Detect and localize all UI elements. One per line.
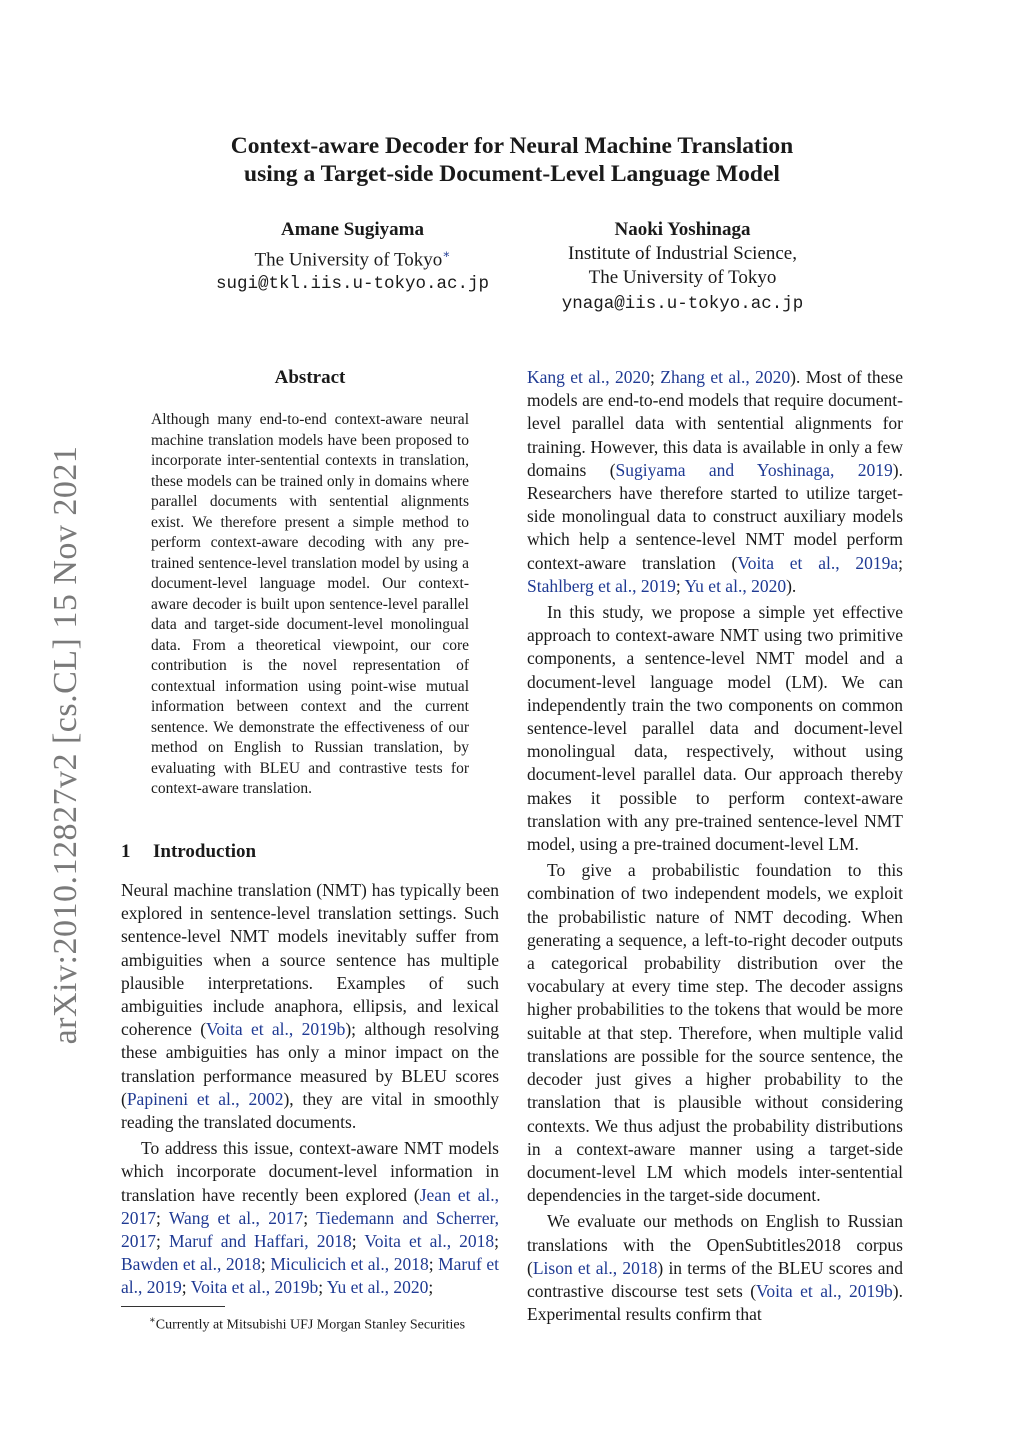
citation-link[interactable]: Miculicich et al., 2018 (270, 1254, 429, 1275)
abstract-text: Although many end-to-end context-aware neural machine translation models have been proposed to incorporate inter-sentential contexts in translation, these models can be trained only in domains where parallel documents with sentential alignments exist. We therefore present a simple method to perform context-aware decoding with any pre-trained sentence-level translation model by using a document-level language model. Our context-aware decoder is built upon sentence-level parallel data and target-side document-level monolingual data. From a theoretical viewpoint, our core contribution is the novel representation of contextual information using point-wise mutual information between context and the current sentence. We demonstrate the effectiveness of our method on English to Russian translation, by evaluating with BLEU and contrastive tests for context-aware translation. (151, 411, 469, 797)
footnote: ∗Currently at Mitsubishi UFJ Morgan Stanley Securities (149, 1315, 466, 1333)
title-line-2: using a Target-side Document-Level Language Model (244, 161, 780, 187)
citation-link[interactable]: Tiedemann and Scherrer, 2017 (121, 1207, 499, 1252)
paragraph: We evaluate our methods on English to Russian translations with the OpenSubtitles2018 corpus (Lison et al., 2018) in terms of the BLEU scores and contrastive discourse test sets (Voita et al., 2019b). Experimental results confirm that (527, 1211, 903, 1325)
bleu-acronym: BLEU (259, 759, 301, 777)
title-line-1: Context-aware Decoder for Neural Machine Translation (230, 133, 794, 159)
citation-link[interactable]: Yu et al., 2020 (684, 575, 787, 596)
author-name: Naoki Yoshinaga (614, 219, 751, 240)
author-block-1 (160, 218, 545, 296)
citation-link[interactable]: Wang et al., 2017 (168, 1207, 304, 1228)
citation-link[interactable]: Maruf et al., 2019 (121, 1254, 499, 1298)
citation-link[interactable]: Bawden et al., 2018 (121, 1254, 261, 1275)
paragraph: To give a probabilistic foundation to this combination of two independent models, we exploit the probabilistic nature of NMT decoding. When generating a sequence, a left-to-right decoder outputs a categorical probability distribution over the vocabulary at every time step. The decoder assigns higher probabilities to the tokens that would be more suitable at that step. Therefore, when multiple valid translations are possible for the source sentence, the decoder just gives a higher probability to the translation that is plausible without considering contexts. We thus adjust the probability distributions in a context-aware manner using a target-side document-level LM which models inter-sentential dependencies in the target-side document. (527, 860, 903, 1206)
author-email: ynaga@iis.u-tokyo.ac.jp (561, 294, 804, 314)
citation-link[interactable]: Voita et al., 2019a (737, 552, 899, 573)
paragraph: Neural machine translation (NMT) has typically been explored in sentence-level translation settings. Such sentence-level NMT models inevitably suffer from ambiguities when a source sentence has multiple plausible interpretations. Examples of such ambiguities include anaphora, ellipsis, and lexical coherence (Voita et al., 2019b); although resolving these ambiguities has only a minor impact on the translation performance measured by BLEU scores (Papineni et al., 2002), they are vital in smoothly reading the translated documents. (121, 880, 499, 1133)
paragraph: In this study, we propose a simple yet effective approach to context-aware NMT using two primitive components, a sentence-level NMT model and a document-level language model (LM). We can independently train the two components on common sentence-level parallel data and document-level monolingual data, respectively, without using document-level parallel data. Our approach thereby makes it possible to perform context-aware translation with any pre-trained sentence-level NMT model, using a pre-trained document-level LM. (527, 602, 903, 855)
paper-title (120, 132, 904, 188)
citation-link[interactable]: Stahlberg et al., 2019 (527, 575, 676, 596)
citation-link[interactable]: Papineni et al., 2002 (126, 1088, 284, 1109)
right-column-body (527, 366, 903, 1326)
citation-link[interactable]: Sugiyama and Yoshinaga, 2019 (615, 459, 893, 480)
abstract-heading: Abstract (274, 367, 346, 388)
citation-link[interactable]: Lison et al., 2018 (532, 1257, 658, 1278)
citation-link[interactable]: Jean et al., 2017 (121, 1184, 499, 1228)
left-column-body (121, 879, 499, 1300)
citation-link[interactable]: Voita et al., 2019b (190, 1277, 319, 1298)
author-name: Amane Sugiyama (280, 219, 425, 240)
paragraph: Kang et al., 2020; Zhang et al., 2020). Most of these models are end-to-end models that require document-level parallel data with sentential alignments for training. However, this data is available in only a few domains (Sugiyama and Yoshinaga, 2019). Researchers have therefore started to utilize target-side monolingual data to construct auxiliary models which help a sentence-level NMT model perform context-aware translation (Voita et al., 2019a; Stahlberg et al., 2019; Yu et al., 2020). (527, 367, 903, 596)
author-block-2 (530, 218, 835, 316)
arxiv-identifier-stamp: arXiv:2010.12827v2 [cs.CL] 15 Nov 2021 (47, 445, 84, 1045)
author-affiliation: The University of Tokyo∗ (254, 247, 451, 271)
citation-link[interactable]: Zhang et al., 2020 (660, 367, 791, 387)
author-email: sugi@tkl.iis.u-tokyo.ac.jp (215, 274, 490, 295)
paragraph: To address this issue, context-aware NMT models which incorporate document-level information in translation have recently been explored (Jean et al., 2017; Wang et al., 2017; Tiedemann and Scherrer, 2017; Maruf and Haffari, 2018; Voita et al., 2018; Bawden et al., 2018; Miculicich et al., 2018; Maruf et al., 2019; Voita et al., 2019b; Yu et al., 2020; (121, 1138, 500, 1298)
citation-link[interactable]: Maruf and Haffari, 2018 (168, 1231, 352, 1252)
footnote-rule (121, 1306, 225, 1307)
citation-link[interactable]: Kang et al., 2020 (527, 367, 651, 387)
citation-link[interactable]: Yu et al., 2020 (326, 1277, 429, 1298)
citation-link[interactable]: Voita et al., 2018 (364, 1231, 495, 1252)
author-affiliation: The University of Tokyo (588, 267, 777, 288)
affiliation-footnote-mark[interactable]: ∗ (442, 247, 451, 261)
author-affiliation: Institute of Industrial Science, (568, 243, 797, 264)
section-heading-introduction: 1 Introduction (121, 841, 257, 862)
citation-link[interactable]: Voita et al., 2019b (206, 1019, 346, 1040)
citation-link[interactable]: Voita et al., 2019b (756, 1280, 893, 1301)
